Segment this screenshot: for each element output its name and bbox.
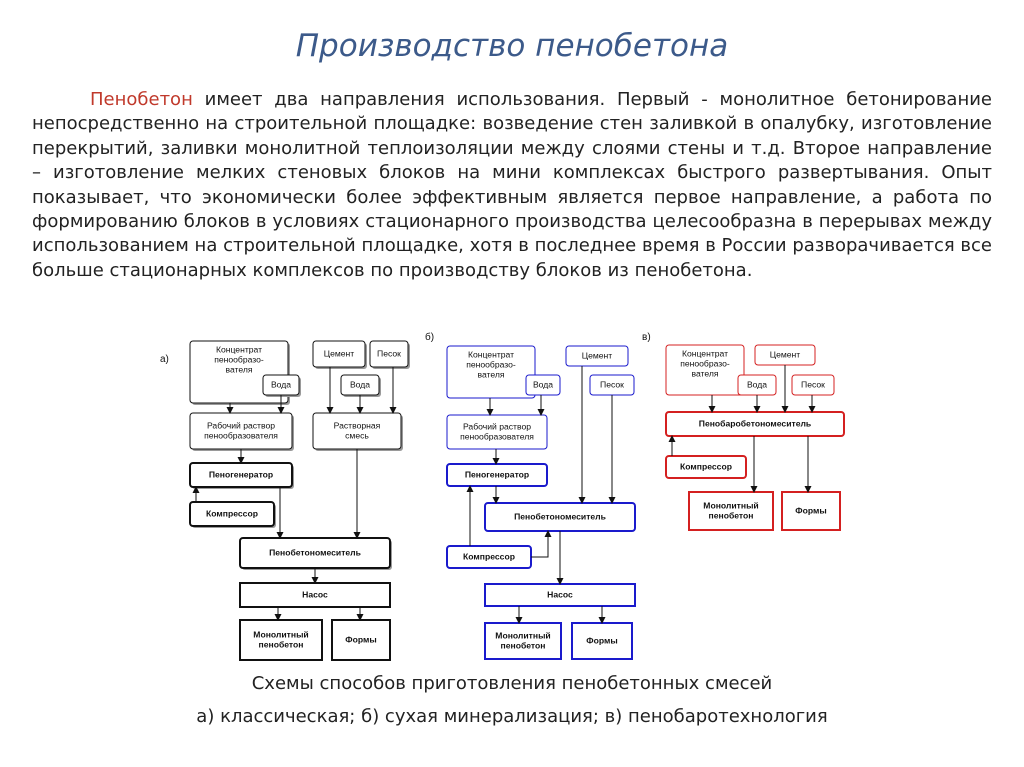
scheme-b-water (526, 375, 560, 395)
scheme-a-pump-label: Насос (302, 589, 328, 600)
scheme-a-compressor (190, 502, 276, 528)
scheme-a-mortar (313, 413, 403, 451)
scheme-a-mixer (240, 538, 392, 570)
scheme-c-forms (782, 492, 840, 530)
scheme-c-cement-label: Цемент (769, 349, 801, 360)
scheme-a-monolithic (240, 620, 322, 660)
scheme-c-baro-mixer (666, 412, 844, 436)
page-title: Производство пенобетона (295, 28, 729, 64)
caption-legend: а) классическая; б) сухая минерализация; в) пенобаротехнология (196, 706, 828, 727)
scheme-c-compressor (666, 456, 746, 478)
scheme-a-sand (370, 341, 410, 369)
scheme-b-cement (566, 346, 628, 366)
scheme-a-foam-generator-label: Пеногенератор (208, 469, 274, 480)
scheme-a-foam-generator (190, 463, 294, 489)
scheme-b-monolithic (485, 623, 561, 659)
scheme-a-mortar-label: Растворная смесь (333, 420, 381, 441)
b-arrow-compressor-right (531, 531, 548, 557)
scheme-a-cement-label: Цемент (323, 348, 355, 359)
scheme-c-cement (755, 345, 815, 365)
caption-title: Схемы способов приготовления пенобетонных смесей (251, 673, 773, 694)
scheme-b-monolithic-label: Монолитный пенобетон (495, 630, 551, 651)
scheme-a-cement (313, 341, 367, 369)
scheme-b-foam-generator-label: Пеногенератор (464, 469, 530, 480)
scheme-a-compressor-label: Компрессор (206, 508, 258, 519)
scheme-a-water2 (341, 375, 381, 397)
scheme-c-monolithic (689, 492, 773, 530)
scheme-a-water-label: Вода (270, 379, 292, 390)
scheme-c-sand (792, 375, 834, 395)
scheme-a-concentrate-label: Концентрат пенообразо-вателя (214, 344, 264, 375)
scheme-b-mixer (485, 503, 635, 531)
scheme-a-sand-label: Песок (377, 348, 401, 359)
scheme-c-compressor-label: Компрессор (680, 461, 732, 472)
scheme-c-water (738, 375, 776, 395)
scheme-c-forms-label: Формы (795, 505, 827, 516)
scheme-c-concentrate (666, 345, 744, 395)
scheme-b-pump-label: Насос (547, 589, 573, 600)
scheme-a-monolithic-label: Монолитный пенобетон (253, 629, 309, 650)
scheme-b-forms (572, 623, 632, 659)
scheme-a-working-solution (190, 413, 294, 451)
scheme-a-label: а) (160, 354, 169, 365)
scheme-c-monolithic-label: Монолитный пенобетон (703, 500, 759, 521)
scheme-a-water2-label: Вода (349, 379, 371, 390)
scheme-c-water-label: Вода (746, 379, 768, 390)
scheme-c-label: в) (642, 332, 651, 343)
scheme-c-sand-label: Песок (801, 379, 825, 390)
scheme-a-forms-label: Формы (345, 634, 377, 645)
scheme-b-working-solution (447, 415, 547, 449)
scheme-b-foam-generator (447, 464, 547, 486)
scheme-b-pump (485, 584, 635, 606)
scheme-b-mixer-label: Пенобетономеситель (514, 511, 606, 522)
scheme-b-concentrate-label: Концентрат пенообразо-вателя (466, 349, 516, 380)
scheme-a-pump (240, 583, 390, 607)
scheme-b-sand-label: Песок (600, 379, 624, 390)
scheme-b-cement-label: Цемент (581, 350, 613, 361)
scheme-b-compressor-label: Компрессор (463, 551, 515, 562)
scheme-b-concentrate (447, 346, 535, 398)
scheme-a-water (263, 375, 301, 397)
scheme-b-compressor (447, 546, 531, 568)
scheme-b-sand (590, 375, 634, 395)
scheme-a-forms (332, 620, 390, 660)
scheme-b-forms-label: Формы (586, 635, 618, 646)
scheme-a-working-solution-label: Рабочий раствор пенообразователя (204, 420, 278, 441)
scheme-b-label: б) (425, 332, 435, 343)
highlight-term: Пенобетон (90, 89, 193, 110)
scheme-b-water-label: Вода (532, 379, 554, 390)
scheme-a-mixer-label: Пенобетономеситель (269, 547, 361, 558)
paragraph-text: имеет два направления использования. Первый - монолитное бетонирование непосредственно на строительной площадке: возведение стен заливкой в опалубку, изготовление перекрытий, заливки монолитной теплоизоляции между слоями стены и т.д. Второе направление – изготовление мелких стеновых блоков на мини комплексах быстрого развертывания. Опыт показывает, что экономически более эффективным является первое направление, а работа по формированию блоков в условиях стационарного производства целесообразна в перерывах между использованием на строительной площадке, хотя в последнее время в России разворачивается все больше стационарных комплексов по производству блоков из пенобетона. (32, 89, 992, 281)
scheme-b-working-solution-label: Рабочий раствор пенообразователя (460, 421, 534, 442)
scheme-c-baro-mixer-label: Пенобаробетономеситель (698, 418, 812, 429)
scheme-c-concentrate-label: Концентрат пенообразо-вателя (680, 348, 730, 379)
